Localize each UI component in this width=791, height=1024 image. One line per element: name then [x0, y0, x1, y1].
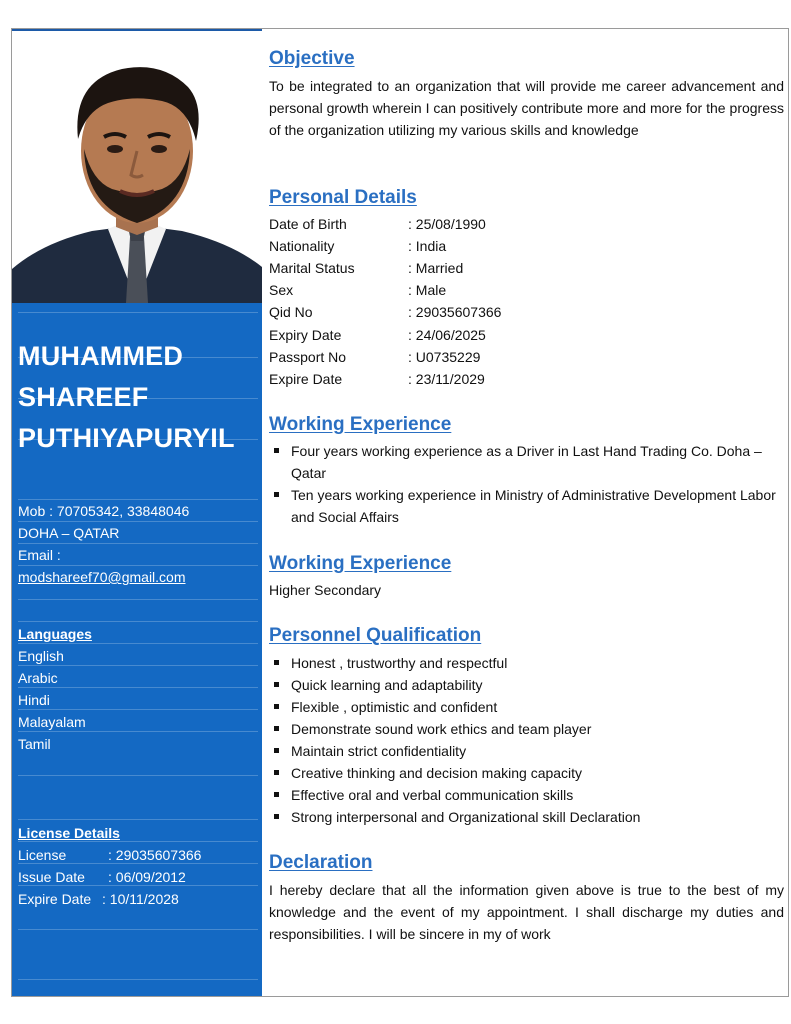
personal-row — [269, 368, 784, 390]
personal-value: : Male — [408, 282, 447, 298]
license-label: Issue Date — [18, 869, 85, 885]
education-text: Higher Secondary — [269, 582, 382, 598]
declaration-heading: Declaration — [269, 852, 373, 873]
license-value: : 06/09/2012 — [108, 869, 186, 885]
qualification-item: Demonstrate sound work ethics and team player — [269, 718, 784, 740]
sidebar-rule — [18, 599, 258, 600]
personal-label: Expire Date — [269, 371, 343, 387]
sidebar-rule — [18, 775, 258, 776]
qualification-item: Strong interpersonal and Organizational skill Declaration — [269, 806, 784, 828]
qualification-item: Maintain strict confidentiality — [269, 740, 784, 762]
name-line: SHAREEF — [18, 382, 149, 412]
language-item: Arabic — [18, 670, 58, 686]
license-label: Expire Date — [18, 891, 92, 907]
license-row — [18, 866, 186, 888]
qualification-item: Flexible , optimistic and confident — [269, 696, 784, 718]
language-item: Tamil — [18, 736, 51, 752]
personal-row — [269, 257, 784, 279]
declaration-text: I hereby declare that all the information given above is true to the best of my knowledge and the event of my appointment. I shall discharge my duties and responsibilities. I will be sincere in my of work — [269, 882, 784, 942]
experience-item: Four years working experience as a Driver in Last Hand Trading Co. Doha – Qatar — [269, 440, 784, 484]
language-item: English — [18, 648, 64, 664]
personal-value: : 29035607366 — [408, 304, 502, 320]
sidebar-rule — [18, 929, 258, 930]
license-row — [18, 888, 179, 910]
personal-value: : U0735229 — [408, 349, 481, 365]
personal-label: Date of Birth — [269, 216, 347, 232]
license-label: License — [18, 847, 67, 863]
personal-row — [269, 213, 784, 235]
language-item: Malayalam — [18, 714, 86, 730]
personal-value: : Married — [408, 260, 464, 276]
qualification-item: Creative thinking and decision making capacity — [269, 762, 784, 784]
experience-heading: Working Experience — [269, 414, 452, 435]
personal-label: Marital Status — [269, 260, 355, 276]
personal-details-heading: Personal Details — [269, 187, 417, 208]
qualification-item: Effective oral and verbal communication skills — [269, 784, 784, 806]
email-label: Email : — [18, 547, 61, 563]
mobile-number: Mob : 70705342, 33848046 — [18, 503, 190, 519]
personal-label: Passport No — [269, 349, 347, 365]
qualification-list — [269, 652, 784, 828]
sidebar-rule — [18, 709, 258, 710]
personal-row — [269, 235, 784, 257]
sidebar-rule — [18, 979, 258, 980]
experience-list — [269, 440, 784, 528]
candidate-name — [18, 336, 258, 459]
language-item: Hindi — [18, 692, 50, 708]
languages-heading: Languages — [18, 626, 92, 642]
personal-label: Sex — [269, 282, 294, 298]
personal-row — [269, 324, 784, 346]
qualification-item: Honest , trustworthy and respectful — [269, 652, 784, 674]
personal-value: : India — [408, 238, 447, 254]
license-value: : 10/11/2028 — [102, 891, 179, 907]
sidebar-rule — [18, 621, 258, 622]
sidebar-rule — [18, 819, 258, 820]
profile-photo — [12, 31, 262, 303]
personal-value: : 25/08/1990 — [408, 216, 486, 232]
name-line: PUTHIYAPURYIL — [18, 423, 235, 453]
license-heading: License Details — [18, 825, 120, 841]
experience-item: Ten years working experience in Ministry of Administrative Development Labor and Social Affairs — [269, 484, 784, 528]
personal-label: Expiry Date — [269, 327, 342, 343]
location: DOHA – QATAR — [18, 525, 120, 541]
qualification-item: Quick learning and adaptability — [269, 674, 784, 696]
personal-row — [269, 279, 784, 301]
personal-value: : 23/11/2029 — [408, 371, 485, 387]
personal-label: Qid No — [269, 304, 313, 320]
education-heading: Working Experience — [269, 553, 452, 574]
objective-text: To be integrated to an organization that will provide me career advancement and personal growth wherein I can positively contribute more and more for the progress of the organization utilizing my various skills and knowledge — [269, 78, 784, 138]
personal-row — [269, 301, 784, 323]
qualification-heading: Personnel Qualification — [269, 625, 482, 646]
name-line: MUHAMMED — [18, 341, 184, 371]
license-value: : 29035607366 — [108, 847, 202, 863]
email-link[interactable]: modshareef70@gmail.com — [18, 569, 186, 585]
objective-heading: Objective — [269, 48, 355, 69]
sidebar-rule — [18, 312, 258, 313]
profile-photo-illustration — [12, 31, 262, 303]
personal-label: Nationality — [269, 238, 335, 254]
personal-value: : 24/06/2025 — [408, 327, 486, 343]
license-row — [18, 844, 202, 866]
personal-row — [269, 346, 784, 368]
